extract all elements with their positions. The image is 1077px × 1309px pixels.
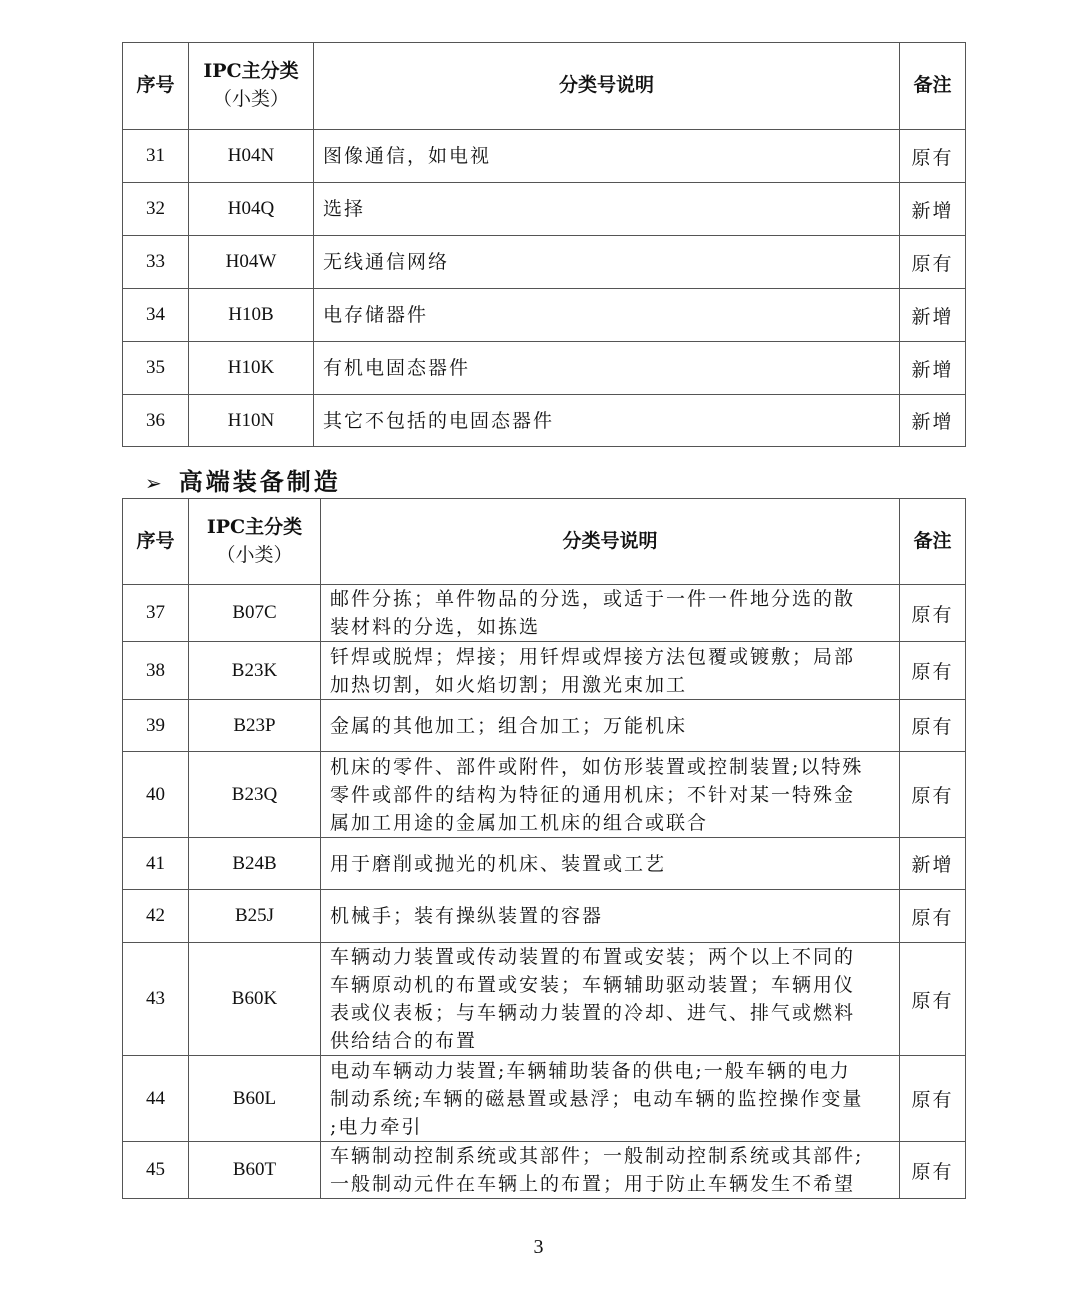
table-row (123, 1142, 966, 1199)
description-text: 电存储器件 (323, 304, 429, 326)
description-line: 制动系统;车辆的磁悬置或悬浮；电动车辆的监控操作变量 (330, 1087, 864, 1110)
remark: 原有 (900, 943, 966, 1056)
header-no: 序号 (123, 43, 189, 130)
table-row (123, 700, 966, 752)
ipc-code: B07C (189, 585, 321, 642)
row-number: 44 (123, 1056, 189, 1142)
description-line: 机床的零件、部件或附件，如仿形装置或控制装置;以特殊 (330, 755, 864, 778)
description-line: 车辆原动机的布置或安装；车辆辅助驱动装置；车辆用仪 (330, 974, 856, 996)
table-row (123, 890, 966, 943)
section-title: 高端装备制造 (178, 468, 341, 496)
code-description (314, 236, 900, 289)
row-number: 40 (123, 752, 189, 838)
remark: 原有 (900, 890, 966, 943)
header-ipc (189, 499, 321, 585)
description-text (321, 753, 899, 837)
code-description (314, 289, 900, 342)
table-row (123, 838, 966, 890)
code-description (321, 838, 900, 890)
code-description (321, 1142, 900, 1199)
remark: 原有 (900, 700, 966, 752)
description-line: 零件或部件的结构为特征的通用机床；不针对某一特殊金 (330, 783, 856, 806)
description-line: 属加工用途的金属加工机床的组合或联合 (330, 811, 709, 834)
description-line: 装材料的分选，如拣选 (330, 616, 541, 638)
remark: 新增 (900, 395, 966, 447)
code-description (314, 130, 900, 183)
header-desc: 分类号说明 (321, 499, 900, 585)
ipc-code: H10K (189, 342, 314, 395)
ipc-code: B60L (189, 1056, 321, 1142)
table-1-body (123, 130, 966, 447)
table-row (123, 943, 966, 1056)
description-text: 无线通信网络 (323, 251, 450, 273)
header-no: 序号 (123, 499, 189, 585)
description-text (321, 712, 899, 740)
table-row (123, 236, 966, 289)
description-line: 加热切割，如火焰切割；用激光束加工 (330, 673, 688, 696)
description-text: 图像通信，如电视 (323, 145, 492, 167)
description-line: 钎焊或脱焊；焊接；用钎焊或焊接方法包覆或镀敷；局部 (330, 645, 856, 668)
description-line: 金属的其他加工；组合加工；万能机床 (330, 714, 688, 737)
ipc-table-1 (122, 42, 966, 447)
table-row (123, 585, 966, 642)
ipc-code: B60K (189, 943, 321, 1056)
description-text (321, 850, 899, 878)
description-text (321, 585, 899, 641)
row-number: 42 (123, 890, 189, 943)
code-description (321, 1056, 900, 1142)
table-row (123, 342, 966, 395)
header-ipc-line1: IPC主分类 (206, 515, 303, 538)
code-description (314, 342, 900, 395)
ipc-code: B24B (189, 838, 321, 890)
row-number: 45 (123, 1142, 189, 1199)
remark: 新增 (900, 838, 966, 890)
ipc-code: H10N (189, 395, 314, 447)
description-line: 机械手；装有操纵装置的容器 (330, 905, 604, 927)
ipc-code: B23Q (189, 752, 321, 838)
code-description (314, 395, 900, 447)
description-line: 表或仪表板；与车辆动力装置的冷却、进气、排气或燃料 (330, 1002, 856, 1024)
description-line: ;电力牵引 (330, 1115, 423, 1138)
ipc-code: H04N (189, 130, 314, 183)
ipc-code: B60T (189, 1142, 321, 1199)
row-number: 35 (123, 342, 189, 395)
description-line: 用于磨削或抛光的机床、装置或工艺 (330, 852, 667, 875)
header-ipc-line1: IPC主分类 (203, 60, 299, 83)
remark: 原有 (900, 1142, 966, 1199)
remark: 原有 (900, 585, 966, 642)
remark: 原有 (900, 1056, 966, 1142)
description-text (321, 1057, 899, 1141)
row-number: 31 (123, 130, 189, 183)
code-description (321, 700, 900, 752)
row-number: 39 (123, 700, 189, 752)
description-line: 一般制动元件在车辆上的布置；用于防止车辆发生不希望 (330, 1173, 856, 1195)
description-text: 其它不包括的电固态器件 (323, 409, 555, 432)
description-line: 车辆制动控制系统或其部件；一般制动控制系统或其部件; (330, 1145, 864, 1167)
description-text (321, 943, 899, 1055)
remark: 新增 (900, 342, 966, 395)
header-ipc (189, 43, 314, 130)
section-heading (145, 462, 341, 497)
row-number: 32 (123, 183, 189, 236)
ipc-code: H10B (189, 289, 314, 342)
header-ipc-line2: （小类） (212, 88, 289, 110)
ipc-code: B25J (189, 890, 321, 943)
description-line: 电动车辆动力装置;车辆辅助装备的供电;一般车辆的电力 (330, 1059, 851, 1082)
page-number: 3 (533, 1236, 544, 1258)
table-2-body (123, 585, 966, 1199)
code-description (321, 585, 900, 642)
remark: 新增 (900, 183, 966, 236)
description-text: 有机电固态器件 (323, 357, 471, 379)
row-number: 41 (123, 838, 189, 890)
ipc-code: B23P (189, 700, 321, 752)
ipc-table-2 (122, 498, 966, 1199)
header-note: 备注 (900, 43, 966, 130)
table-header-row (123, 43, 966, 130)
table-row (123, 395, 966, 447)
description-line: 车辆动力装置或传动装置的布置或安装；两个以上不同的 (330, 946, 856, 968)
code-description (314, 183, 900, 236)
ipc-code: B23K (189, 642, 321, 700)
description-line: 邮件分拣；单件物品的分选，或适于一件一件地分选的散 (330, 588, 856, 610)
header-note: 备注 (900, 499, 966, 585)
description-text (321, 902, 899, 930)
table-row (123, 752, 966, 838)
row-number: 33 (123, 236, 189, 289)
remark: 原有 (900, 130, 966, 183)
row-number: 38 (123, 642, 189, 700)
description-text: 选择 (323, 198, 366, 220)
table-row (123, 183, 966, 236)
code-description (321, 890, 900, 943)
code-description (321, 943, 900, 1056)
row-number: 43 (123, 943, 189, 1056)
table-row (123, 1056, 966, 1142)
row-number: 34 (123, 289, 189, 342)
remark: 原有 (900, 752, 966, 838)
arrow-bullet-icon: ➢ (145, 471, 165, 495)
header-ipc-line2: （小类） (216, 543, 293, 566)
table-row (123, 130, 966, 183)
row-number: 36 (123, 395, 189, 447)
table-row (123, 642, 966, 700)
remark: 原有 (900, 236, 966, 289)
ipc-code: H04Q (189, 183, 314, 236)
code-description (321, 642, 900, 700)
table-header-row (123, 499, 966, 585)
description-text (321, 1142, 899, 1198)
header-desc: 分类号说明 (314, 43, 900, 130)
ipc-code: H04W (189, 236, 314, 289)
description-text (321, 643, 899, 699)
remark: 原有 (900, 642, 966, 700)
row-number: 37 (123, 585, 189, 642)
table-row (123, 289, 966, 342)
code-description (321, 752, 900, 838)
description-line: 供给结合的布置 (330, 1030, 478, 1052)
remark: 新增 (900, 289, 966, 342)
